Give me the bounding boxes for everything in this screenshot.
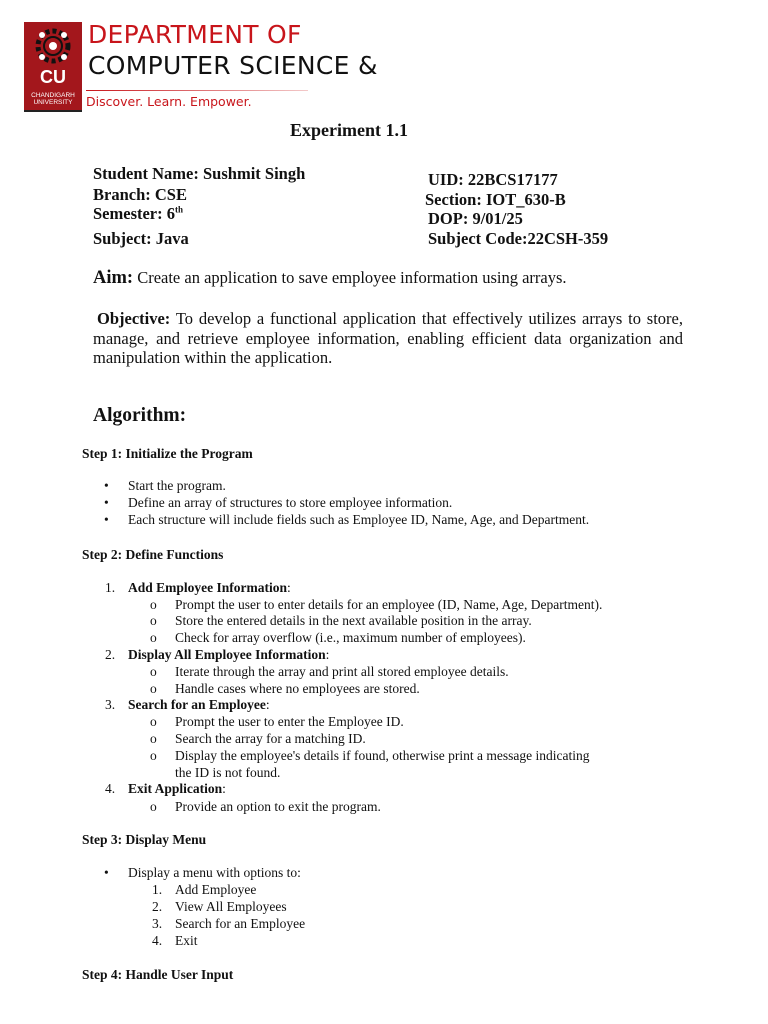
sub-marker: o — [150, 630, 157, 645]
function-title — [128, 697, 270, 713]
menu-option-number: 2. — [152, 899, 163, 914]
aim-text: Create an application to save employee information using arrays. — [133, 268, 567, 287]
subject: Subject: Java — [93, 229, 189, 248]
department-title-line2: COMPUTER SCIENCE & — [88, 51, 378, 80]
semester-suffix: th — [175, 204, 184, 215]
function-title — [128, 580, 291, 596]
function-number: 3. — [105, 697, 116, 712]
function-detail: Iterate through the array and print all stored employee details. — [175, 664, 509, 679]
sub-marker: o — [150, 613, 157, 628]
university-logo — [24, 22, 82, 112]
function-colon: : — [287, 580, 291, 595]
date-of-performance: DOP: 9/01/25 — [428, 209, 523, 228]
university-tagline: Discover. Learn. Empower. — [86, 94, 252, 109]
branch: Branch: CSE — [93, 185, 187, 204]
function-name: Exit Application — [128, 781, 223, 796]
function-detail: the ID is not found. — [175, 765, 281, 780]
function-detail: Prompt the user to enter the Employee ID. — [175, 714, 404, 729]
aim-paragraph — [93, 268, 683, 289]
menu-option: Search for an Employee — [175, 916, 306, 931]
department-title-line1: DEPARTMENT OF — [88, 20, 302, 49]
sub-marker: o — [150, 748, 157, 763]
function-name: Display All Employee Information — [128, 647, 326, 662]
menu-option: View All Employees — [175, 899, 287, 914]
student-name: Student Name: Sushmit Singh — [93, 164, 306, 183]
bullet-marker: • — [104, 865, 109, 880]
bullet-marker: • — [104, 495, 109, 510]
menu-option-number: 4. — [152, 933, 163, 948]
bullet-marker: • — [104, 478, 109, 493]
step4-heading: Step 4: Handle User Input — [82, 967, 234, 982]
step3-bullet: Display a menu with options to: — [128, 865, 301, 880]
objective-text: To develop a functional application that effectively utilizes arrays to store, manage, and retrieve employee information, enabling efficient data organization and manipulation within the application. — [93, 309, 683, 367]
function-detail: Prompt the user to enter details for an employee (ID, Name, Age, Department). — [175, 597, 603, 612]
menu-option: Exit — [175, 933, 198, 948]
function-number: 2. — [105, 647, 116, 662]
sub-marker: o — [150, 714, 157, 729]
sub-marker: o — [150, 731, 157, 746]
step3-heading: Step 3: Display Menu — [82, 832, 207, 847]
menu-option-number: 3. — [152, 916, 163, 931]
step2-heading: Step 2: Define Functions — [82, 547, 224, 562]
header-divider — [86, 90, 308, 91]
menu-option: Add Employee — [175, 882, 257, 897]
function-detail: Display the employee's details if found, otherwise print a message indicating — [175, 748, 590, 763]
subject-code: Subject Code:22CSH-359 — [428, 229, 609, 248]
menu-option-number: 1. — [152, 882, 163, 897]
gear-emblem-icon — [28, 26, 78, 66]
function-colon: : — [265, 697, 270, 712]
sub-marker: o — [150, 681, 157, 696]
section: Section: IOT_630-B — [425, 190, 566, 209]
student-uid: UID: 22BCS17177 — [428, 170, 558, 189]
step1-heading: Step 1: Initialize the Program — [82, 446, 253, 461]
function-detail: Check for array overflow (i.e., maximum number of employees). — [175, 630, 526, 645]
function-number: 4. — [105, 781, 116, 796]
logo-university-text: CHANDIGARH UNIVERSITY — [31, 92, 75, 106]
sub-marker: o — [150, 799, 157, 814]
step1-bullet: Each structure will include fields such as Employee ID, Name, Age, and Department. — [128, 512, 590, 527]
function-detail: Search the array for a matching ID. — [175, 731, 366, 746]
step1-bullet: Define an array of structures to store employee information. — [128, 495, 453, 510]
function-detail: Store the entered details in the next available position in the array. — [175, 613, 532, 628]
function-colon: : — [222, 781, 226, 796]
sub-marker: o — [150, 597, 157, 612]
function-colon: : — [325, 647, 330, 662]
semester — [93, 204, 183, 224]
function-detail: Handle cases where no employees are stored. — [175, 681, 420, 696]
function-detail: Provide an option to exit the program. — [175, 799, 381, 814]
function-title — [128, 781, 226, 797]
algorithm-heading: Algorithm: — [93, 405, 187, 426]
function-title — [128, 647, 329, 663]
semester-value: Semester: 6 — [93, 204, 176, 223]
bullet-marker: • — [104, 512, 109, 527]
objective-label: Objective: — [97, 309, 171, 328]
sub-marker: o — [150, 664, 157, 679]
objective-paragraph — [93, 309, 683, 368]
logo-cu-text: CU — [40, 67, 66, 87]
aim-label: Aim: — [93, 268, 134, 288]
function-name: Add Employee Information — [128, 580, 288, 595]
experiment-title: Experiment 1.1 — [290, 120, 408, 140]
function-number: 1. — [105, 580, 116, 595]
function-name: Search for an Employee — [128, 697, 266, 712]
step1-bullet: Start the program. — [128, 478, 226, 493]
